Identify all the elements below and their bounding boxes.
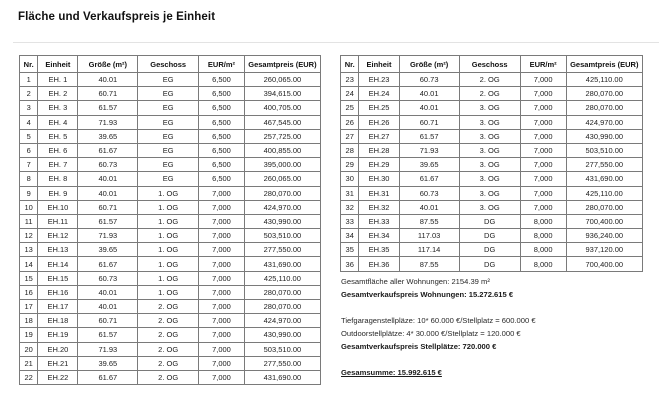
table-cell: 8,000: [520, 229, 566, 243]
table-cell: 61.67: [78, 143, 138, 157]
table-cell: 6,500: [199, 73, 245, 87]
table-cell: 400,705.00: [244, 101, 320, 115]
table-cell: 3. OG: [459, 115, 520, 129]
table-cell: 15: [20, 271, 38, 285]
table-cell: 30: [341, 172, 359, 186]
table-cell: 6,500: [199, 101, 245, 115]
table-cell: 260,065.00: [244, 73, 320, 87]
column-header: Einheit: [359, 56, 399, 73]
table-row: [20, 172, 321, 186]
table-row: [20, 243, 321, 257]
table-cell: 2. OG: [138, 314, 199, 328]
table-cell: 60.71: [78, 87, 138, 101]
table-cell: EG: [138, 129, 199, 143]
table-cell: 280,070.00: [566, 101, 642, 115]
summary-total-price-apartments: Gesamtverkaufspreis Wohnungen: 15.272.615 €: [341, 290, 514, 299]
table-cell: EH.18: [38, 314, 78, 328]
table-cell: 60.73: [399, 186, 459, 200]
summary-grand-total: Gesamsumme: 15.992.615 €: [341, 368, 442, 377]
table-cell: 61.57: [78, 101, 138, 115]
table-cell: 395,000.00: [244, 158, 320, 172]
table-cell: 20: [20, 342, 38, 356]
table-cell: 7,000: [199, 342, 245, 356]
table-row: [20, 73, 321, 87]
table-cell: 71.93: [78, 342, 138, 356]
table-cell: 61.67: [78, 370, 138, 384]
table-cell: 3: [20, 101, 38, 115]
table-cell: 7,000: [199, 285, 245, 299]
table-cell: 1. OG: [138, 257, 199, 271]
table-cell: 6,500: [199, 87, 245, 101]
table-cell: 936,240.00: [566, 229, 642, 243]
table-cell: 61.57: [78, 214, 138, 228]
table-cell: 280,070.00: [244, 300, 320, 314]
table-cell: 1. OG: [138, 285, 199, 299]
table-row: [341, 214, 643, 228]
table-cell: 7,000: [199, 370, 245, 384]
table-cell: 33: [341, 214, 359, 228]
unit-table-right: [340, 55, 643, 272]
table-cell: 39.65: [78, 243, 138, 257]
column-header: Geschoss: [138, 56, 199, 73]
table-cell: 36: [341, 257, 359, 271]
column-header: Gesamtpreis (EUR): [566, 56, 642, 73]
table-cell: EG: [138, 115, 199, 129]
table-cell: EH. 9: [38, 186, 78, 200]
table-cell: 280,070.00: [244, 186, 320, 200]
table-cell: EH.34: [359, 229, 399, 243]
table-cell: EH.26: [359, 115, 399, 129]
table-cell: 431,690.00: [566, 172, 642, 186]
table-cell: 260,065.00: [244, 172, 320, 186]
table-cell: 71.93: [78, 115, 138, 129]
table-cell: 40.01: [78, 172, 138, 186]
table-cell: 34: [341, 229, 359, 243]
column-header: Geschoss: [459, 56, 520, 73]
table-row: [20, 328, 321, 342]
table-cell: EH.22: [38, 370, 78, 384]
table-cell: 1. OG: [138, 186, 199, 200]
summary-block: [341, 275, 651, 379]
table-cell: 61.67: [78, 257, 138, 271]
table-row: [20, 314, 321, 328]
table-cell: 8: [20, 172, 38, 186]
table-cell: 7,000: [199, 257, 245, 271]
page-title: Fläche und Verkaufspreis je Einheit: [18, 11, 216, 23]
table-cell: 28: [341, 143, 359, 157]
table-cell: DG: [459, 243, 520, 257]
table-cell: 7,000: [520, 172, 566, 186]
table-cell: 13: [20, 243, 38, 257]
table-cell: 5: [20, 129, 38, 143]
table-row: [20, 356, 321, 370]
table-header-row: [20, 56, 321, 73]
table-cell: 2. OG: [459, 87, 520, 101]
table-cell: 61.57: [399, 129, 459, 143]
column-header: Größe (m²): [78, 56, 138, 73]
table-cell: 60.73: [78, 158, 138, 172]
table-cell: EH. 8: [38, 172, 78, 186]
table-cell: 503,510.00: [566, 143, 642, 157]
table-cell: 32: [341, 200, 359, 214]
table-cell: 3. OG: [459, 172, 520, 186]
table-cell: 431,690.00: [244, 370, 320, 384]
table-cell: 6,500: [199, 172, 245, 186]
table-row: [341, 158, 643, 172]
table-cell: 280,070.00: [244, 285, 320, 299]
table-cell: 2. OG: [138, 328, 199, 342]
table-cell: 31: [341, 186, 359, 200]
table-cell: 17: [20, 300, 38, 314]
table-cell: 40.01: [78, 285, 138, 299]
table-cell: EH.21: [38, 356, 78, 370]
table-cell: 39.65: [78, 356, 138, 370]
table-cell: EH.19: [38, 328, 78, 342]
table-row: [341, 129, 643, 143]
table-cell: EH.25: [359, 101, 399, 115]
table-cell: 60.73: [399, 73, 459, 87]
table-cell: 2. OG: [138, 300, 199, 314]
table-row: [341, 243, 643, 257]
table-cell: EH.30: [359, 172, 399, 186]
table-cell: EH.12: [38, 229, 78, 243]
table-row: [20, 285, 321, 299]
table-cell: 503,510.00: [244, 229, 320, 243]
table-cell: 700,400.00: [566, 257, 642, 271]
table-cell: 39.65: [78, 129, 138, 143]
table-cell: 937,120.00: [566, 243, 642, 257]
table-row: [341, 200, 643, 214]
table-cell: 27: [341, 129, 359, 143]
table-cell: 424,970.00: [244, 200, 320, 214]
table-cell: 7,000: [520, 115, 566, 129]
table-cell: 60.71: [78, 200, 138, 214]
table-cell: 40.01: [78, 73, 138, 87]
table-cell: 3. OG: [459, 129, 520, 143]
table-cell: 3. OG: [459, 101, 520, 115]
column-header: Größe (m²): [399, 56, 459, 73]
table-cell: EH. 7: [38, 158, 78, 172]
table-cell: 61.67: [399, 172, 459, 186]
table-row: [341, 186, 643, 200]
table-cell: EH.14: [38, 257, 78, 271]
table-cell: 7,000: [199, 314, 245, 328]
table-cell: 3. OG: [459, 200, 520, 214]
table-cell: 26: [341, 115, 359, 129]
unit-table-left: [19, 55, 321, 385]
table-cell: 12: [20, 229, 38, 243]
table-row: [341, 101, 643, 115]
table-cell: 7,000: [520, 143, 566, 157]
table-row: [341, 87, 643, 101]
table-cell: 14: [20, 257, 38, 271]
table-row: [20, 271, 321, 285]
table-cell: 6,500: [199, 129, 245, 143]
table-cell: 40.01: [399, 101, 459, 115]
table-cell: 6,500: [199, 143, 245, 157]
table-cell: EG: [138, 158, 199, 172]
table-cell: 430,990.00: [566, 129, 642, 143]
table-cell: 430,990.00: [244, 214, 320, 228]
table-cell: 6: [20, 143, 38, 157]
table-cell: 117.14: [399, 243, 459, 257]
table-cell: 7,000: [199, 271, 245, 285]
table-cell: 280,070.00: [566, 200, 642, 214]
table-cell: EH.15: [38, 271, 78, 285]
table-cell: 40.01: [78, 186, 138, 200]
table-row: [341, 143, 643, 157]
table-cell: 1. OG: [138, 200, 199, 214]
table-cell: 280,070.00: [566, 87, 642, 101]
table-row: [341, 229, 643, 243]
table-row: [341, 172, 643, 186]
table-cell: 8,000: [520, 257, 566, 271]
table-cell: 424,970.00: [566, 115, 642, 129]
table-cell: 40.01: [78, 300, 138, 314]
table-cell: 39.65: [399, 158, 459, 172]
table-cell: 400,855.00: [244, 143, 320, 157]
table-cell: EG: [138, 101, 199, 115]
table-cell: 257,725.00: [244, 129, 320, 143]
table-cell: 6,500: [199, 115, 245, 129]
table-cell: 7,000: [520, 158, 566, 172]
table-cell: 1. OG: [138, 229, 199, 243]
table-cell: EH. 3: [38, 101, 78, 115]
summary-underground-parking: Tiefgaragenstellpläze: 10* 60.000 €/Stellplatz = 600.000 €: [341, 316, 536, 325]
table-row: [20, 214, 321, 228]
table-cell: 7,000: [199, 229, 245, 243]
table-cell: 16: [20, 285, 38, 299]
table-cell: EH.16: [38, 285, 78, 299]
table-cell: 19: [20, 328, 38, 342]
table-cell: 6,500: [199, 158, 245, 172]
table-cell: 2. OG: [459, 73, 520, 87]
table-row: [341, 73, 643, 87]
column-header: Gesamtpreis (EUR): [244, 56, 320, 73]
table-cell: 503,510.00: [244, 342, 320, 356]
table-cell: EH. 2: [38, 87, 78, 101]
table-cell: 21: [20, 356, 38, 370]
table-cell: 9: [20, 186, 38, 200]
table-header-row: [341, 56, 643, 73]
table-cell: 7,000: [199, 186, 245, 200]
summary-outdoor-parking: Outdoorstellplätze: 4* 30.000 €/Stellplatz = 120.000 €: [341, 329, 521, 338]
table-row: [20, 300, 321, 314]
table-cell: 425,110.00: [566, 186, 642, 200]
table-cell: EH.17: [38, 300, 78, 314]
table-cell: EG: [138, 172, 199, 186]
table-row: [20, 200, 321, 214]
table-cell: 7,000: [199, 328, 245, 342]
table-cell: 424,970.00: [244, 314, 320, 328]
table-cell: 60.71: [399, 115, 459, 129]
table-cell: 24: [341, 87, 359, 101]
summary-total-price-parking: Gesamtverkaufspreis Stellplätze: 720.000 €: [341, 342, 497, 351]
table-cell: 430,990.00: [244, 328, 320, 342]
table-row: [20, 342, 321, 356]
table-cell: 1. OG: [138, 214, 199, 228]
table-cell: 467,545.00: [244, 115, 320, 129]
table-cell: 7,000: [520, 200, 566, 214]
table-cell: EH. 1: [38, 73, 78, 87]
table-row: [20, 143, 321, 157]
table-cell: EH.32: [359, 200, 399, 214]
table-cell: EH.31: [359, 186, 399, 200]
title-divider: [13, 42, 659, 43]
table-cell: 2: [20, 87, 38, 101]
table-cell: 18: [20, 314, 38, 328]
table-cell: 277,550.00: [244, 356, 320, 370]
table-cell: 22: [20, 370, 38, 384]
table-cell: 3. OG: [459, 143, 520, 157]
table-cell: 1. OG: [138, 271, 199, 285]
table-cell: 7,000: [199, 243, 245, 257]
table-cell: EH.36: [359, 257, 399, 271]
table-cell: 7,000: [199, 200, 245, 214]
table-cell: 7,000: [520, 129, 566, 143]
table-cell: EH. 6: [38, 143, 78, 157]
table-cell: EH.33: [359, 214, 399, 228]
table-cell: 7,000: [520, 101, 566, 115]
table-cell: 71.93: [399, 143, 459, 157]
table-cell: EG: [138, 73, 199, 87]
table-cell: 11: [20, 214, 38, 228]
table-row: [20, 370, 321, 384]
table-cell: 394,615.00: [244, 87, 320, 101]
table-cell: 60.71: [78, 314, 138, 328]
table-cell: EH.11: [38, 214, 78, 228]
table-cell: EH.10: [38, 200, 78, 214]
table-cell: EH.27: [359, 129, 399, 143]
table-cell: 1: [20, 73, 38, 87]
table-row: [20, 115, 321, 129]
table-cell: 117.03: [399, 229, 459, 243]
table-cell: 71.93: [78, 229, 138, 243]
table-cell: 29: [341, 158, 359, 172]
table-cell: 7,000: [199, 356, 245, 370]
table-cell: EH.29: [359, 158, 399, 172]
table-cell: 87.55: [399, 257, 459, 271]
table-cell: 25: [341, 101, 359, 115]
table-cell: 425,110.00: [566, 73, 642, 87]
table-cell: EG: [138, 143, 199, 157]
table-row: [20, 129, 321, 143]
table-cell: 1. OG: [138, 243, 199, 257]
column-header: Einheit: [38, 56, 78, 73]
summary-total-area: Gesamtfläche aller Wohnungen: 2154.39 m²: [341, 277, 490, 286]
table-cell: 7: [20, 158, 38, 172]
table-row: [20, 101, 321, 115]
table-cell: 87.55: [399, 214, 459, 228]
table-cell: 7,000: [520, 87, 566, 101]
table-row: [20, 229, 321, 243]
table-cell: 23: [341, 73, 359, 87]
table-cell: EH.35: [359, 243, 399, 257]
table-cell: 700,400.00: [566, 214, 642, 228]
table-cell: EH. 4: [38, 115, 78, 129]
table-cell: 431,690.00: [244, 257, 320, 271]
table-cell: 8,000: [520, 243, 566, 257]
table-cell: 277,550.00: [244, 243, 320, 257]
column-header: EUR/m²: [199, 56, 245, 73]
table-cell: 7,000: [199, 214, 245, 228]
table-cell: 10: [20, 200, 38, 214]
column-header: EUR/m²: [520, 56, 566, 73]
table-cell: 2. OG: [138, 342, 199, 356]
table-cell: 4: [20, 115, 38, 129]
table-cell: EH.20: [38, 342, 78, 356]
table-cell: 40.01: [399, 200, 459, 214]
table-cell: 7,000: [520, 73, 566, 87]
table-cell: EH.23: [359, 73, 399, 87]
table-cell: EH.28: [359, 143, 399, 157]
table-cell: EH.13: [38, 243, 78, 257]
table-cell: 8,000: [520, 214, 566, 228]
table-cell: DG: [459, 257, 520, 271]
table-cell: EG: [138, 87, 199, 101]
table-cell: 7,000: [520, 186, 566, 200]
table-cell: 425,110.00: [244, 271, 320, 285]
table-cell: EH.24: [359, 87, 399, 101]
table-row: [341, 115, 643, 129]
table-cell: 35: [341, 243, 359, 257]
table-row: [341, 257, 643, 271]
table-cell: 2. OG: [138, 356, 199, 370]
table-row: [20, 186, 321, 200]
table-cell: 2. OG: [138, 370, 199, 384]
table-cell: 3. OG: [459, 186, 520, 200]
column-header: Nr.: [20, 56, 38, 73]
table-cell: EH. 5: [38, 129, 78, 143]
column-header: Nr.: [341, 56, 359, 73]
table-row: [20, 158, 321, 172]
table-cell: 40.01: [399, 87, 459, 101]
table-cell: 3. OG: [459, 158, 520, 172]
table-cell: 60.73: [78, 271, 138, 285]
table-cell: DG: [459, 229, 520, 243]
table-row: [20, 257, 321, 271]
table-cell: 61.57: [78, 328, 138, 342]
table-cell: DG: [459, 214, 520, 228]
table-cell: 277,550.00: [566, 158, 642, 172]
table-row: [20, 87, 321, 101]
table-cell: 7,000: [199, 300, 245, 314]
